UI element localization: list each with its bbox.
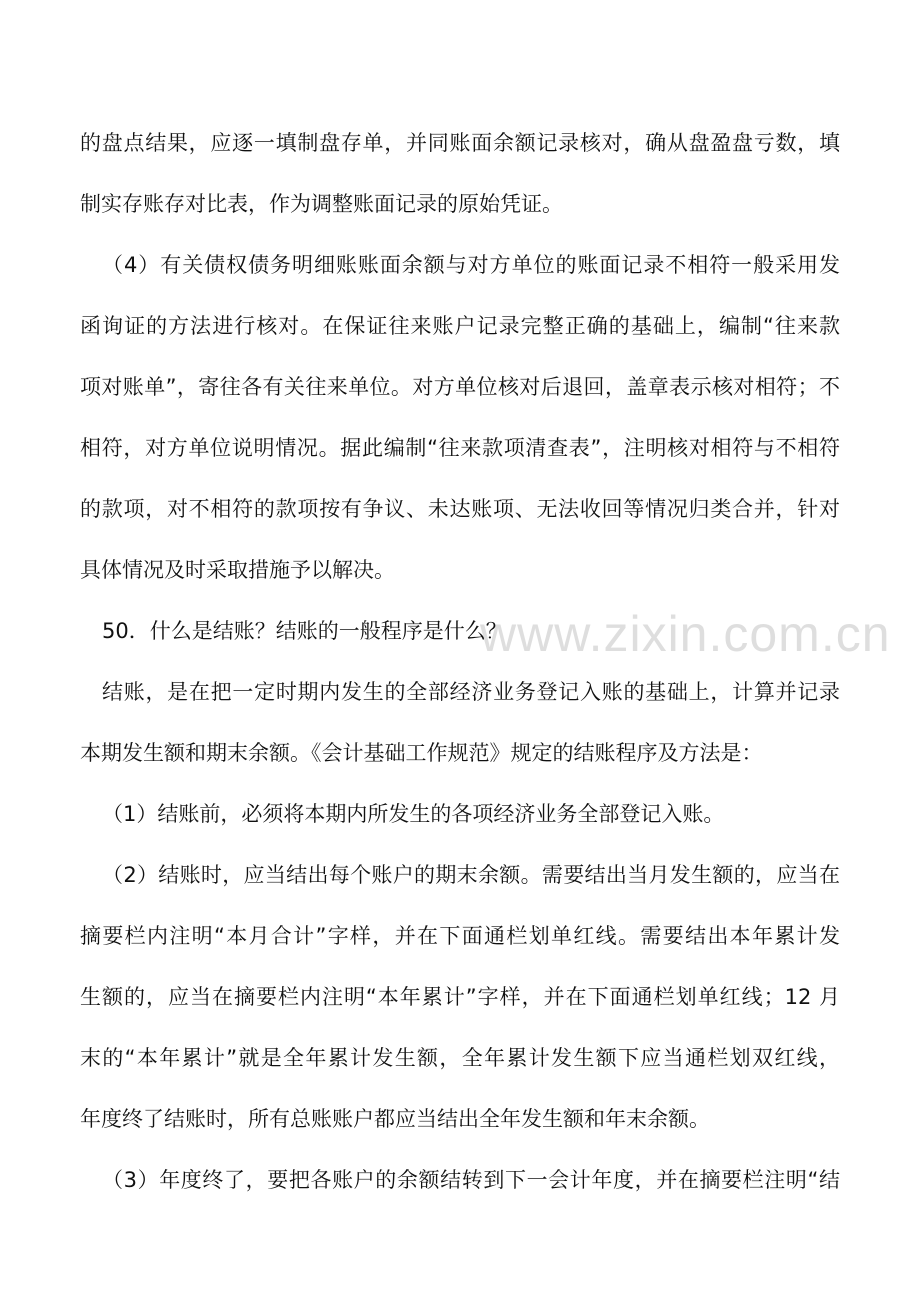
paragraph-line-14: 摘要栏内注明“本月合计”字样，并在下面通栏划单红线。需要结出本年累计发 <box>80 924 840 948</box>
paragraph-line-4: 函询证的方法进行核对。在保证往来账户记录完整正确的基础上，编制“往来款 <box>80 314 840 338</box>
paragraph-line-16: 末的“本年累计”就是全年累计发生额，全年累计发生额下应当通栏划双红线， <box>80 1046 840 1070</box>
paragraph-line-8: 具体情况及时采取措施予以解决。 <box>80 558 395 582</box>
paragraph-line-18: （3）年度终了，要把各账户的余额结转到下一会计年度，并在摘要栏注明“结 <box>102 1168 840 1192</box>
paragraph-line-6: 相符，对方单位说明情况。据此编制“往来款项清查表”，注明核对相符与不相符 <box>80 436 840 460</box>
paragraph-line-15: 生额的，应当在摘要栏内注明“本年累计”字样，并在下面通栏划单红线；12 月 <box>80 985 840 1009</box>
watermark-text: www.zixin.com.cn <box>480 606 891 662</box>
paragraph-line-3: （4）有关债权债务明细账账面余额与对方单位的账面记录不相符一般采用发 <box>102 253 840 277</box>
paragraph-line-12: （1）结账前，必须将本期内所发生的各项经济业务全部登记入账。 <box>102 802 725 826</box>
paragraph-line-2: 制实存账存对比表，作为调整账面记录的原始凭证。 <box>80 192 563 216</box>
paragraph-line-10: 结账，是在把一定时期内发生的全部经济业务登记入账的基础上，计算并记录 <box>102 680 840 704</box>
paragraph-line-5: 项对账单”，寄往各有关往来单位。对方单位核对后退回，盖章表示核对相符；不 <box>80 375 840 399</box>
paragraph-line-11: 本期发生额和期末余额。《会计基础工作规范》规定的结账程序及方法是： <box>80 741 763 765</box>
paragraph-line-13: （2）结账时，应当结出每个账户的期末余额。需要结出当月发生额的，应当在 <box>102 863 840 887</box>
paragraph-line-1: 的盘点结果，应逐一填制盘存单，并同账面余额记录核对，确从盘盈盘亏数，填 <box>80 131 840 155</box>
question-heading: 50．什么是结账？结账的一般程序是什么？ <box>102 619 507 643</box>
paragraph-line-17: 年度终了结账时，所有总账账户都应当结出全年发生额和年末余额。 <box>80 1107 710 1131</box>
paragraph-line-7: 的款项，对不相符的款项按有争议、未达账项、无法收回等情况归类合并，针对 <box>80 497 840 521</box>
